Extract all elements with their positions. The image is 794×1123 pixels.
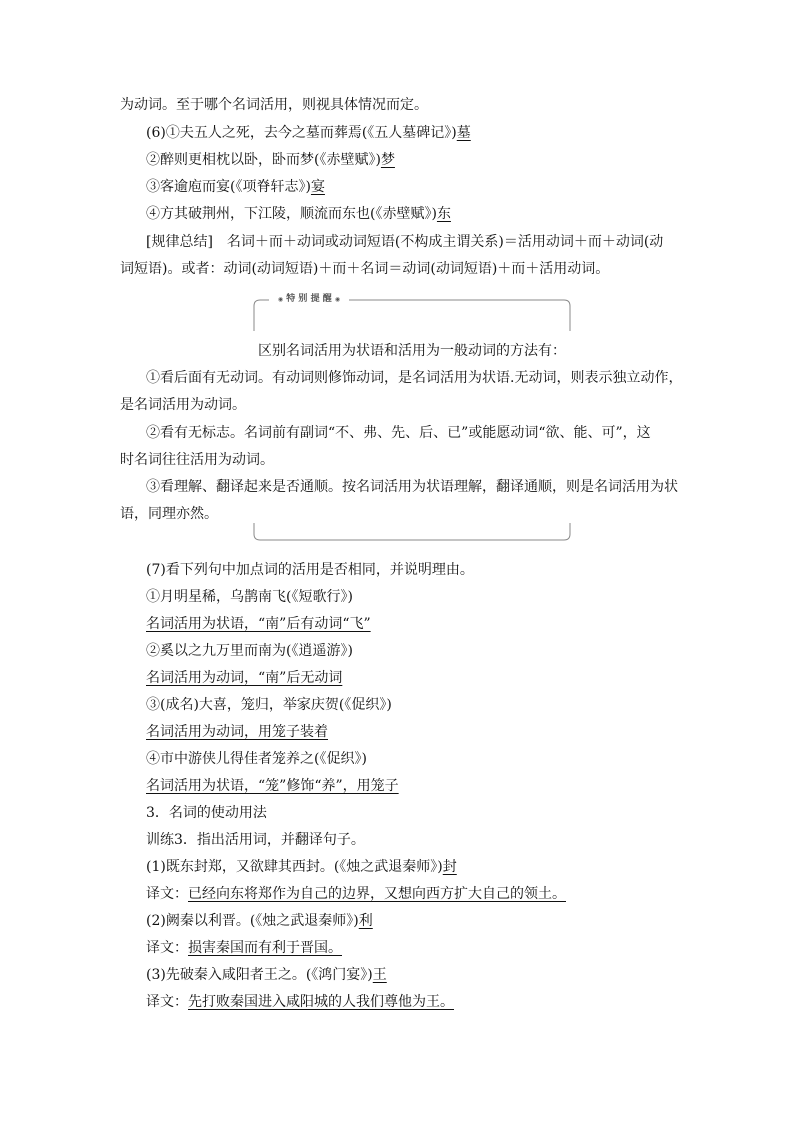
example-text: ②醉则更相枕以卧，卧而梦(《赤壁赋》) [146, 152, 381, 168]
tip-intro: 区别名词活用为状语和活用为一般动词的方法有： [258, 343, 566, 359]
translation-label: 译文： [146, 886, 188, 902]
translation-text: 先打败秦国进入咸阳城的人我们尊他为王。 [188, 994, 454, 1010]
tip-text: ①看后面有无动词。有动词则修饰动词，是名词活用为状语.无动词，则表示独立动作， [146, 370, 683, 386]
rule-summary-line: 词短语)。或者：动词(动词短语)＋而＋名词＝动词(动词短语)＋而＋活用动词。 [120, 261, 610, 277]
tip-badge-label: 特 别 提 醒 [286, 294, 332, 304]
translation-label: 译文： [146, 940, 188, 956]
exercise-line [146, 912, 373, 930]
exercise-text: (3)先破秦入咸阳者王之。(《鸿门宴》) [146, 967, 373, 983]
translation-text: 已经向东将郑作为自己的边界，又想向西方扩大自己的领土。 [188, 886, 566, 902]
tip-text: 语，同理亦然。 [120, 506, 218, 522]
tip-badge [268, 292, 350, 306]
answer-word: 王 [372, 967, 387, 983]
answer-line: 名词活用为状语，“南”后有动词“飞” [146, 616, 371, 632]
dot-icon: ◉ [277, 296, 284, 303]
rule-summary-line: [规律总结] 名词＋而＋动词或动词短语(不构成主谓关系)＝活用动词＋而＋动词(动 [146, 234, 664, 250]
tip-text: ②看有无标志。名词前有副词“不、弗、先、后、已”或能愿动词“欲、能、可”，这 [146, 425, 651, 441]
answer-line: 名词活用为动词，用笼子装着 [146, 724, 328, 740]
question-item: ②奚以之九万里而南为(《逍遥游》) [146, 643, 353, 659]
translation-line [146, 885, 566, 903]
tip-text: ③看理解、翻译起来是否通顺。按名词活用为状语理解，翻译通顺，则是名词活用为状 [146, 479, 678, 495]
answer-word: 宴 [310, 179, 325, 195]
answer-line: 名词活用为状语，“笼”修饰“养”，用笼子 [146, 778, 399, 794]
text-line: 为动词。至于哪个名词活用，则视具体情况而定。 [120, 97, 428, 113]
example-text: (6)①夫五人之死，去今之墓而葬焉(《五人墓碑记》) [146, 125, 457, 141]
question-item: ①月明星稀，乌鹊南飞(《短歌行》) [146, 589, 353, 605]
question-item: ③(成名)大喜，笼归，举家庆贺(《促织》) [146, 697, 392, 713]
section-heading: 3．名词的使动用法 [146, 805, 267, 821]
example-line [146, 178, 325, 196]
example-text: ③客逾庖而宴(《项脊轩志》) [146, 179, 311, 195]
answer-word: 梦 [380, 152, 395, 168]
answer-word: 封 [442, 859, 457, 875]
translation-text: 损害秦国而有利于晋国。 [188, 940, 342, 956]
exercise-line [146, 966, 387, 984]
example-line [146, 205, 451, 223]
example-line [146, 124, 471, 142]
question-item: ④市中游侠儿得佳者笼养之(《促织》) [146, 751, 367, 767]
example-text: ④方其破荆州，下江陵，顺流而东也(《赤壁赋》) [146, 206, 437, 222]
exercise-text: (2)阙秦以利晋。(《烛之武退秦师》) [146, 913, 359, 929]
answer-word: 东 [436, 206, 451, 222]
translation-label: 译文： [146, 994, 188, 1010]
answer-line: 名词活用为动词，“南”后无动词 [146, 670, 343, 686]
exercise-line [146, 858, 457, 876]
tip-text: 是名词活用为动词。 [120, 397, 246, 413]
dot-icon: ◉ [334, 296, 341, 303]
answer-word: 墓 [456, 125, 471, 141]
translation-line [146, 939, 342, 957]
question-prompt: (7)看下列句中加点词的活用是否相同，并说明理由。 [146, 562, 474, 578]
training-prompt: 训练3．指出活用词，并翻译句子。 [146, 832, 365, 848]
tip-box-bottom-border [253, 522, 571, 542]
tip-text: 时名词往往活用为动词。 [120, 452, 274, 468]
example-line [146, 151, 395, 169]
answer-word: 利 [358, 913, 373, 929]
translation-line [146, 993, 454, 1011]
exercise-text: (1)既东封郑，又欲肆其西封。(《烛之武退秦师》) [146, 859, 443, 875]
